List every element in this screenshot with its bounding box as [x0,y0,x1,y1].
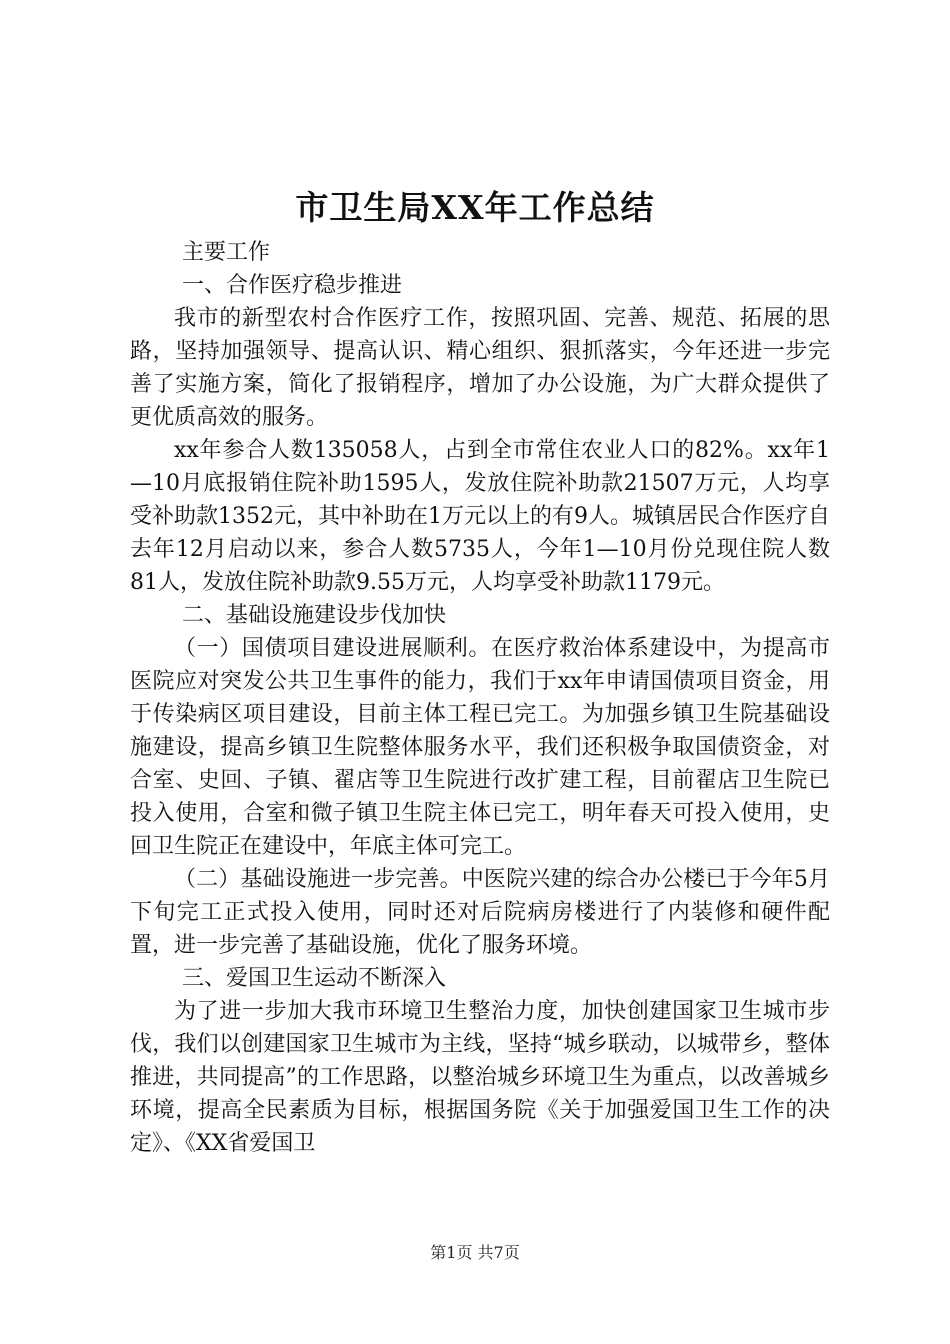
paragraph-cooperative-medical-stats: xx年参合人数135058人，占到全市常住农业人口的82%。xx年1—10月底报销住院补助1595人，发放住院补助款21507万元，人均享受补助款1352元，其中补助在1万元以上的有9人。城镇居民合作医疗自去年12月启动以来，参合人数5735人，今年1—10月份兑现住院人数81人，发放住院补助款9.55万元，人均享受补助款1179元。 [130,438,830,595]
section-heading-cooperative-medical: 一、合作医疗稳步推进 [182,273,403,298]
paragraph-cooperative-medical-intro: 我市的新型农村合作医疗工作，按照巩固、完善、规范、拓展的思路，坚持加强领导、提高认识、精心组织、狠抓落实，今年还进一步完善了实施方案，简化了报销程序，增加了办公设施，为广大群众提供了更优质高效的服务。 [130,306,830,430]
paragraph-infrastructure-improvement: （二）基础设施进一步完善。中医院兴建的综合办公楼已于今年5月下旬完工正式投入使用，同时还对后院病房楼进行了内装修和硬件配置，进一步完善了基础设施，优化了服务环境。 [130,867,830,958]
page-footer: 第1页 共7页 [430,1243,520,1262]
section-heading-main-work: 主要工作 [182,240,271,265]
document-title: 市卫生局XX年工作总结 [295,188,655,227]
document-body [130,236,830,1160]
paragraph-national-debt-projects: （一）国债项目建设进展顺利。在医疗救治体系建设中，为提高市医院应对突发公共卫生事件的能力，我们于xx年申请国债项目资金，用于传染病区项目建设，目前主体工程已完工。为加强乡镇卫生院基础设施建设，提高乡镇卫生院整体服务水平，我们还积极争取国债资金，对合室、史回、子镇、翟店等卫生院进行改扩建工程，目前翟店卫生院已投入使用，合室和微子镇卫生院主体已完工，明年春天可投入使用，史回卫生院正在建设中，年底主体可完工。 [130,636,830,859]
section-heading-patriotic-health: 三、爱国卫生运动不断深入 [182,966,447,991]
paragraph-patriotic-health: 为了进一步加大我市环境卫生整治力度，加快创建国家卫生城市步伐，我们以创建国家卫生城市为主线，坚持“城乡联动，以城带乡，整体推进，共同提高”的工作思路，以整治城乡环境卫生为重点，以改善城乡环境，提高全民素质为目标，根据国务院《关于加强爱国卫生工作的决定》、《XX省爱国卫 [130,999,830,1156]
section-heading-infrastructure: 二、基础设施建设步伐加快 [182,603,447,628]
